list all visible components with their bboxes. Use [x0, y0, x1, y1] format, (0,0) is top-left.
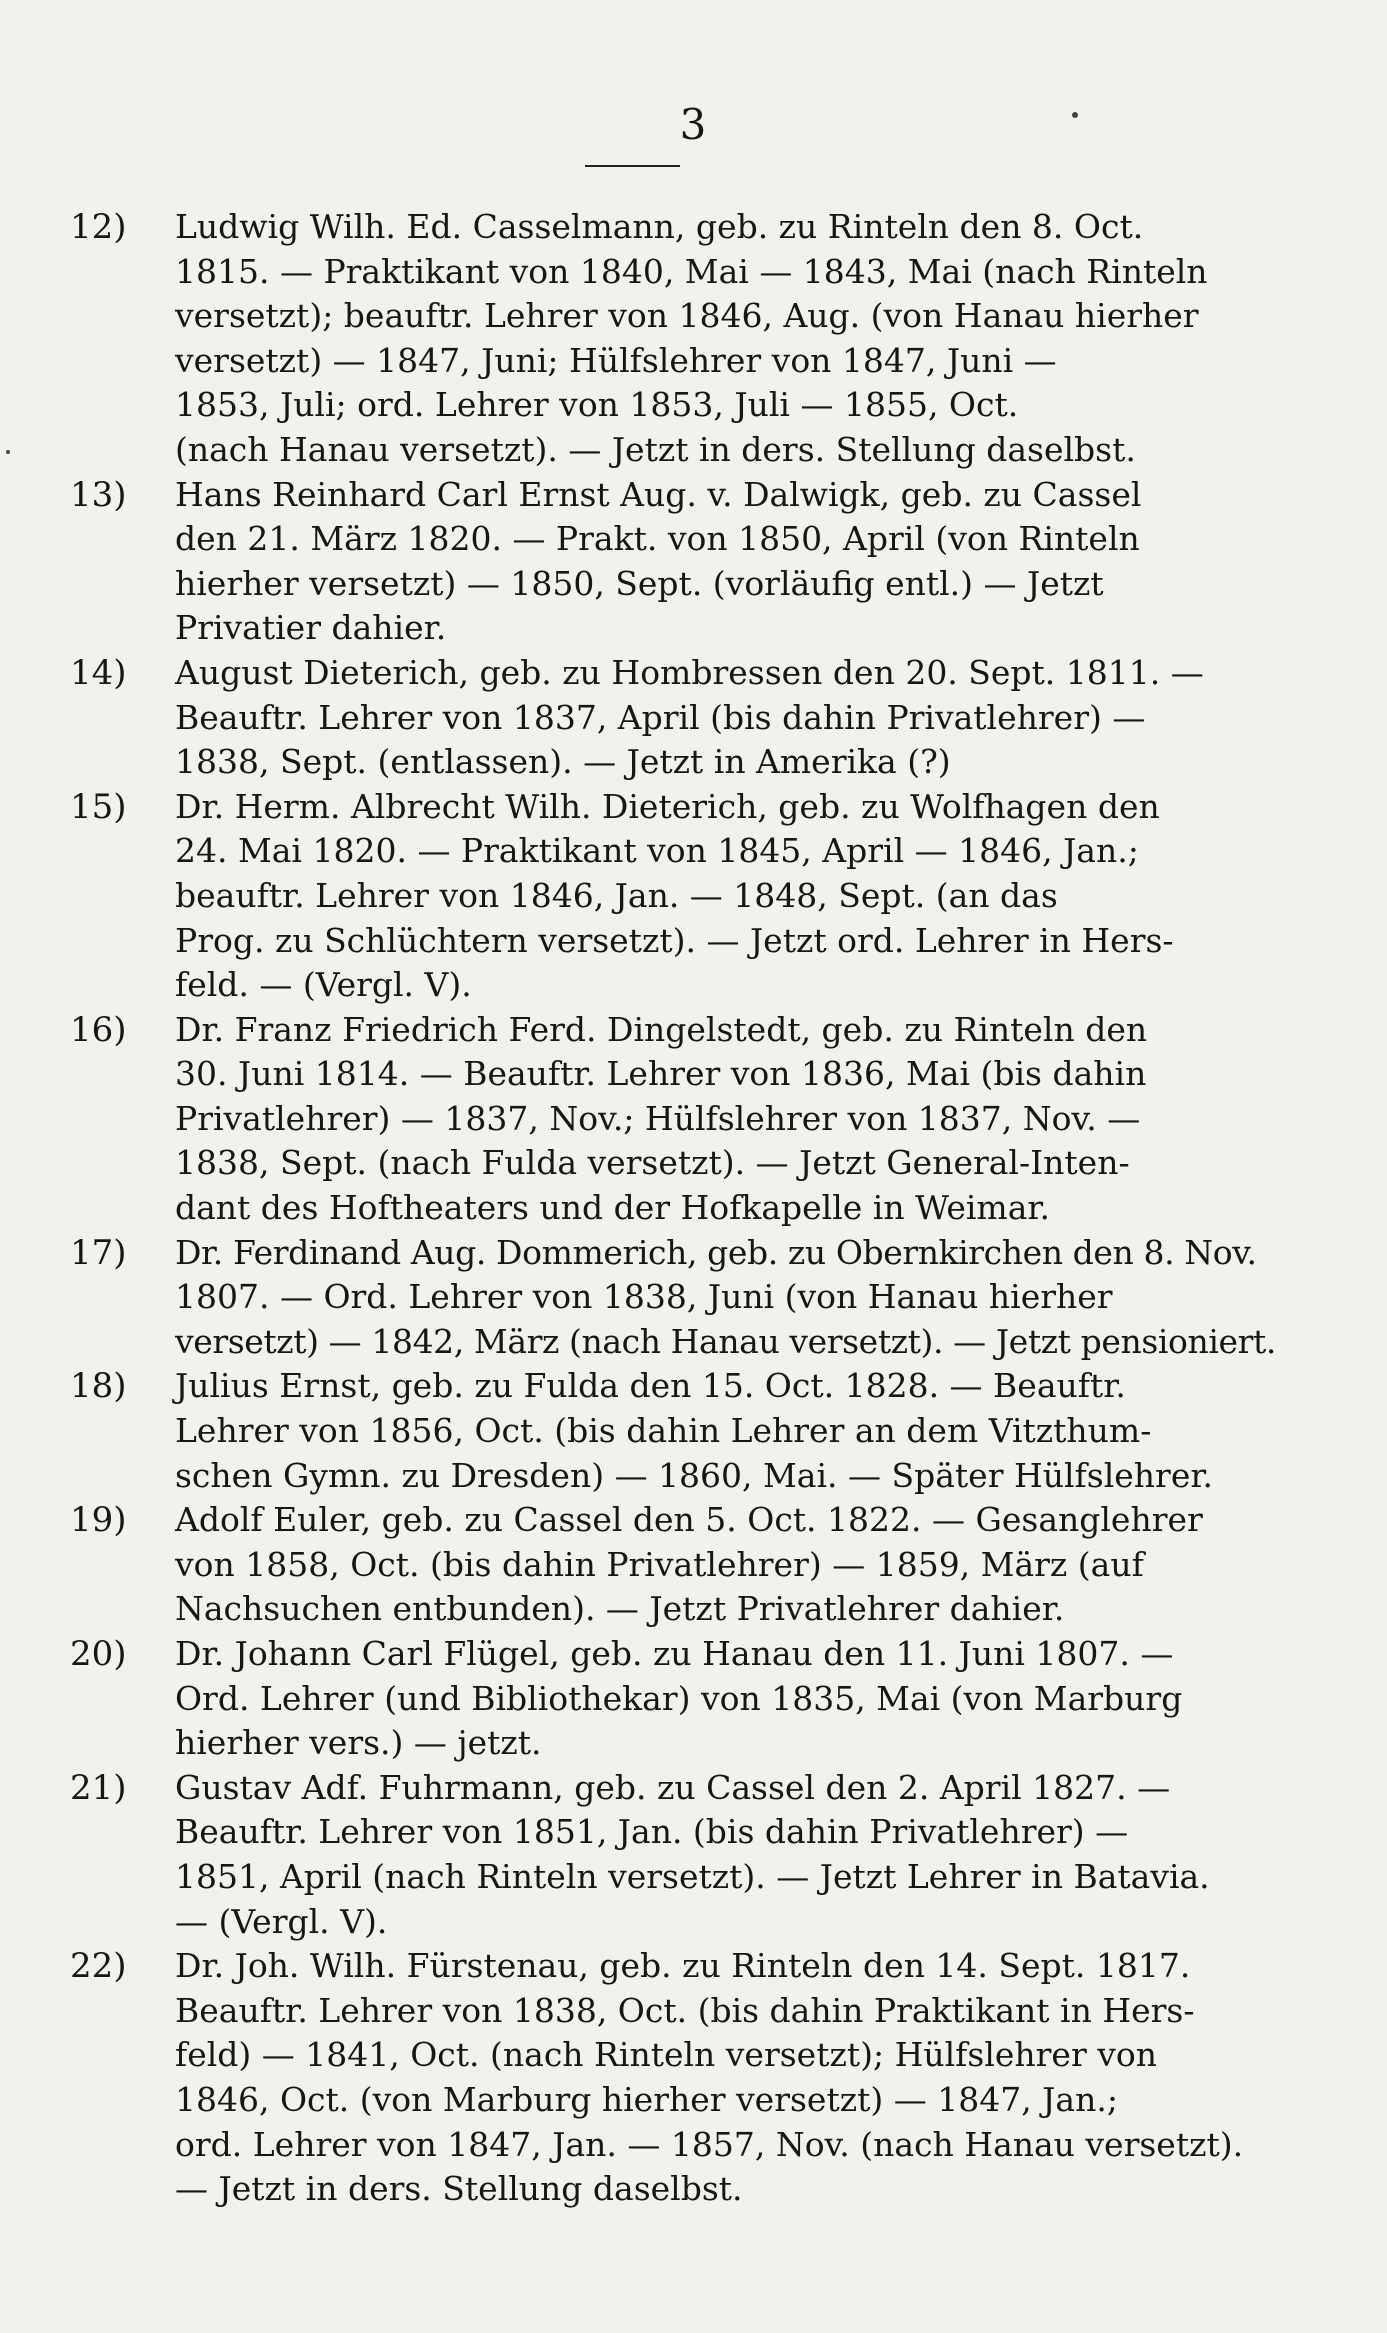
entry-text-line: ord. Lehrer von 1847, Jan. — 1857, Nov. (nach Hanau versetzt). — [175, 2124, 1244, 2164]
entry-text-line: 24. Mai 1820. — Praktikant von 1845, April — 1846, Jan.; — [175, 831, 1139, 871]
entry-text-line: dant des Hoftheaters und der Hofkapelle in Weimar. — [175, 1188, 1051, 1228]
page-number: 3 — [679, 100, 708, 149]
entry-text-line: schen Gymn. zu Dresden) — 1860, Mai. — Später Hülfslehrer. — [175, 1455, 1213, 1495]
entry-text-line: von 1858, Oct. (bis dahin Privatlehrer) — 1859, März (auf — [175, 1544, 1144, 1584]
entry-number: 16) — [70, 1009, 127, 1050]
entry-text-line: Lehrer von 1856, Oct. (bis dahin Lehrer an dem Vitzthum- — [175, 1411, 1152, 1451]
entry-number: 19) — [70, 1500, 127, 1541]
entry-text-line: Ord. Lehrer (und Bibliothekar) von 1835, Mai (von Marburg — [175, 1678, 1183, 1718]
entry-text-line: versetzt) — 1842, März (nach Hanau versetzt). — Jetzt pensioniert. — [175, 1321, 1276, 1361]
entry-text-line: Beauftr. Lehrer von 1851, Jan. (bis dahin Privatlehrer) — — [175, 1812, 1129, 1852]
entry-text-line: 1851, April (nach Rinteln versetzt). — Jetzt Lehrer in Batavia. — [175, 1856, 1210, 1896]
entry — [70, 1766, 1280, 1944]
entry-number: 20) — [70, 1634, 127, 1674]
entry — [70, 1498, 1280, 1632]
entry-text-line: feld. — (Vergl. V). — [175, 965, 472, 1005]
entry-text-line: — (Vergl. V). — [175, 1901, 388, 1941]
print-speck — [6, 450, 10, 454]
entry — [70, 1008, 1280, 1231]
entry — [70, 1632, 1280, 1766]
entry-number: 12) — [70, 207, 127, 247]
entry — [70, 1364, 1280, 1498]
entry — [70, 473, 1280, 651]
entry-number: 17) — [70, 1232, 127, 1273]
entry-text-line: hierher vers.) — jetzt. — [175, 1723, 542, 1763]
entry-text-line: Beauftr. Lehrer von 1838, Oct. (bis dahin Praktikant in Hers- — [175, 1990, 1195, 2030]
entry-text-line: Dr. Ferdinand Aug. Dommerich, geb. zu Obernkirchen den 8. Nov. — [175, 1232, 1257, 1272]
entry-text-line: — Jetzt in ders. Stellung daselbst. — [175, 2169, 743, 2209]
entry-text-line: Privatlehrer) — 1837, Nov.; Hülfslehrer von 1837, Nov. — — [175, 1098, 1141, 1138]
entry-number: 13) — [70, 474, 127, 515]
entry-text-line: beauftr. Lehrer von 1846, Jan. — 1848, Sept. (an das — [175, 875, 1058, 915]
entry-text-line: feld) — 1841, Oct. (nach Rinteln versetzt); Hülfslehrer von — [175, 2035, 1157, 2075]
entry — [70, 1944, 1280, 2212]
entry-text-line: August Dieterich, geb. zu Hombressen den 20. Sept. 1811. — — [175, 652, 1204, 692]
entry-text-line: versetzt) — 1847, Juni; Hülfslehrer von 1847, Juni — — [175, 340, 1057, 380]
entry-text-line: 1846, Oct. (von Marburg hierher versetzt) — 1847, Jan.; — [175, 2079, 1118, 2119]
entry-number: 21) — [70, 1767, 127, 1808]
entry-text-line: 1853, Juli; ord. Lehrer von 1853, Juli — 1855, Oct. — [175, 385, 1019, 425]
entry — [70, 651, 1280, 785]
entry-text-line: 1838, Sept. (nach Fulda versetzt). — Jetzt General-Inten- — [175, 1143, 1130, 1183]
entry-number: 14) — [70, 652, 127, 693]
entry-number: 22) — [70, 1946, 127, 1987]
entry — [70, 205, 1280, 473]
entry-text-line: (nach Hanau versetzt). — Jetzt in ders. Stellung daselbst. — [175, 429, 1136, 469]
entry-text-line: Dr. Joh. Wilh. Fürstenau, geb. zu Rinteln den 14. Sept. 1817. — [175, 1946, 1191, 1986]
entry-text-line: 1807. — Ord. Lehrer von 1838, Juni (von Hanau hierher — [175, 1277, 1113, 1317]
entry-text-line: versetzt); beauftr. Lehrer von 1846, Aug. (von Hanau hierher — [175, 296, 1199, 336]
entry-text-line: 1838, Sept. (entlassen). — Jetzt in Amerika (?) — [175, 742, 951, 782]
entry-text-line: 1815. — Praktikant von 1840, Mai — 1843, Mai (nach Rinteln — [175, 251, 1208, 291]
page-number-rule — [585, 165, 680, 167]
entry-text-line: Dr. Franz Friedrich Ferd. Dingelstedt, geb. zu Rinteln den — [175, 1009, 1148, 1049]
entry-text-line: Hans Reinhard Carl Ernst Aug. v. Dalwigk, geb. zu Cassel — [175, 474, 1142, 514]
entry-text-line: 30. Juni 1814. — Beauftr. Lehrer von 1836, Mai (bis dahin — [175, 1054, 1147, 1094]
entry-list — [70, 205, 1280, 2212]
entry — [70, 1231, 1280, 1365]
entry-text-line: Privatier dahier. — [175, 608, 447, 648]
entry-text-line: Dr. Johann Carl Flügel, geb. zu Hanau den 11. Juni 1807. — — [175, 1634, 1174, 1673]
entry-text-line: Ludwig Wilh. Ed. Casselmann, geb. zu Rinteln den 8. Oct. — [175, 207, 1144, 246]
entry-text-line: Dr. Herm. Albrecht Wilh. Dieterich, geb. zu Wolfhagen den — [175, 786, 1160, 826]
entry — [70, 785, 1280, 1008]
entry-text-line: Prog. zu Schlüchtern versetzt). — Jetzt ord. Lehrer in Hers- — [175, 920, 1174, 960]
entry-text-line: den 21. März 1820. — Prakt. von 1850, April (von Rinteln — [175, 519, 1140, 559]
print-speck — [1072, 112, 1078, 118]
entry-text-line: Beauftr. Lehrer von 1837, April (bis dahin Privatlehrer) — — [175, 697, 1146, 737]
entry-number: 15) — [70, 786, 127, 827]
entry-text-line: Adolf Euler, geb. zu Cassel den 5. Oct. 1822. — Gesanglehrer — [175, 1500, 1203, 1540]
entry-text-line: Gustav Adf. Fuhrmann, geb. zu Cassel den 2. April 1827. — — [175, 1767, 1171, 1807]
entry-text-line: Nachsuchen entbunden). — Jetzt Privatlehrer dahier. — [175, 1589, 1065, 1629]
entry-text-line: Julius Ernst, geb. zu Fulda den 15. Oct. 1828. — Beauftr. — [175, 1366, 1126, 1406]
entry-text-line: hierher versetzt) — 1850, Sept. (vorläufig entl.) — Jetzt — [175, 563, 1104, 603]
entry-number: 18) — [70, 1366, 127, 1407]
